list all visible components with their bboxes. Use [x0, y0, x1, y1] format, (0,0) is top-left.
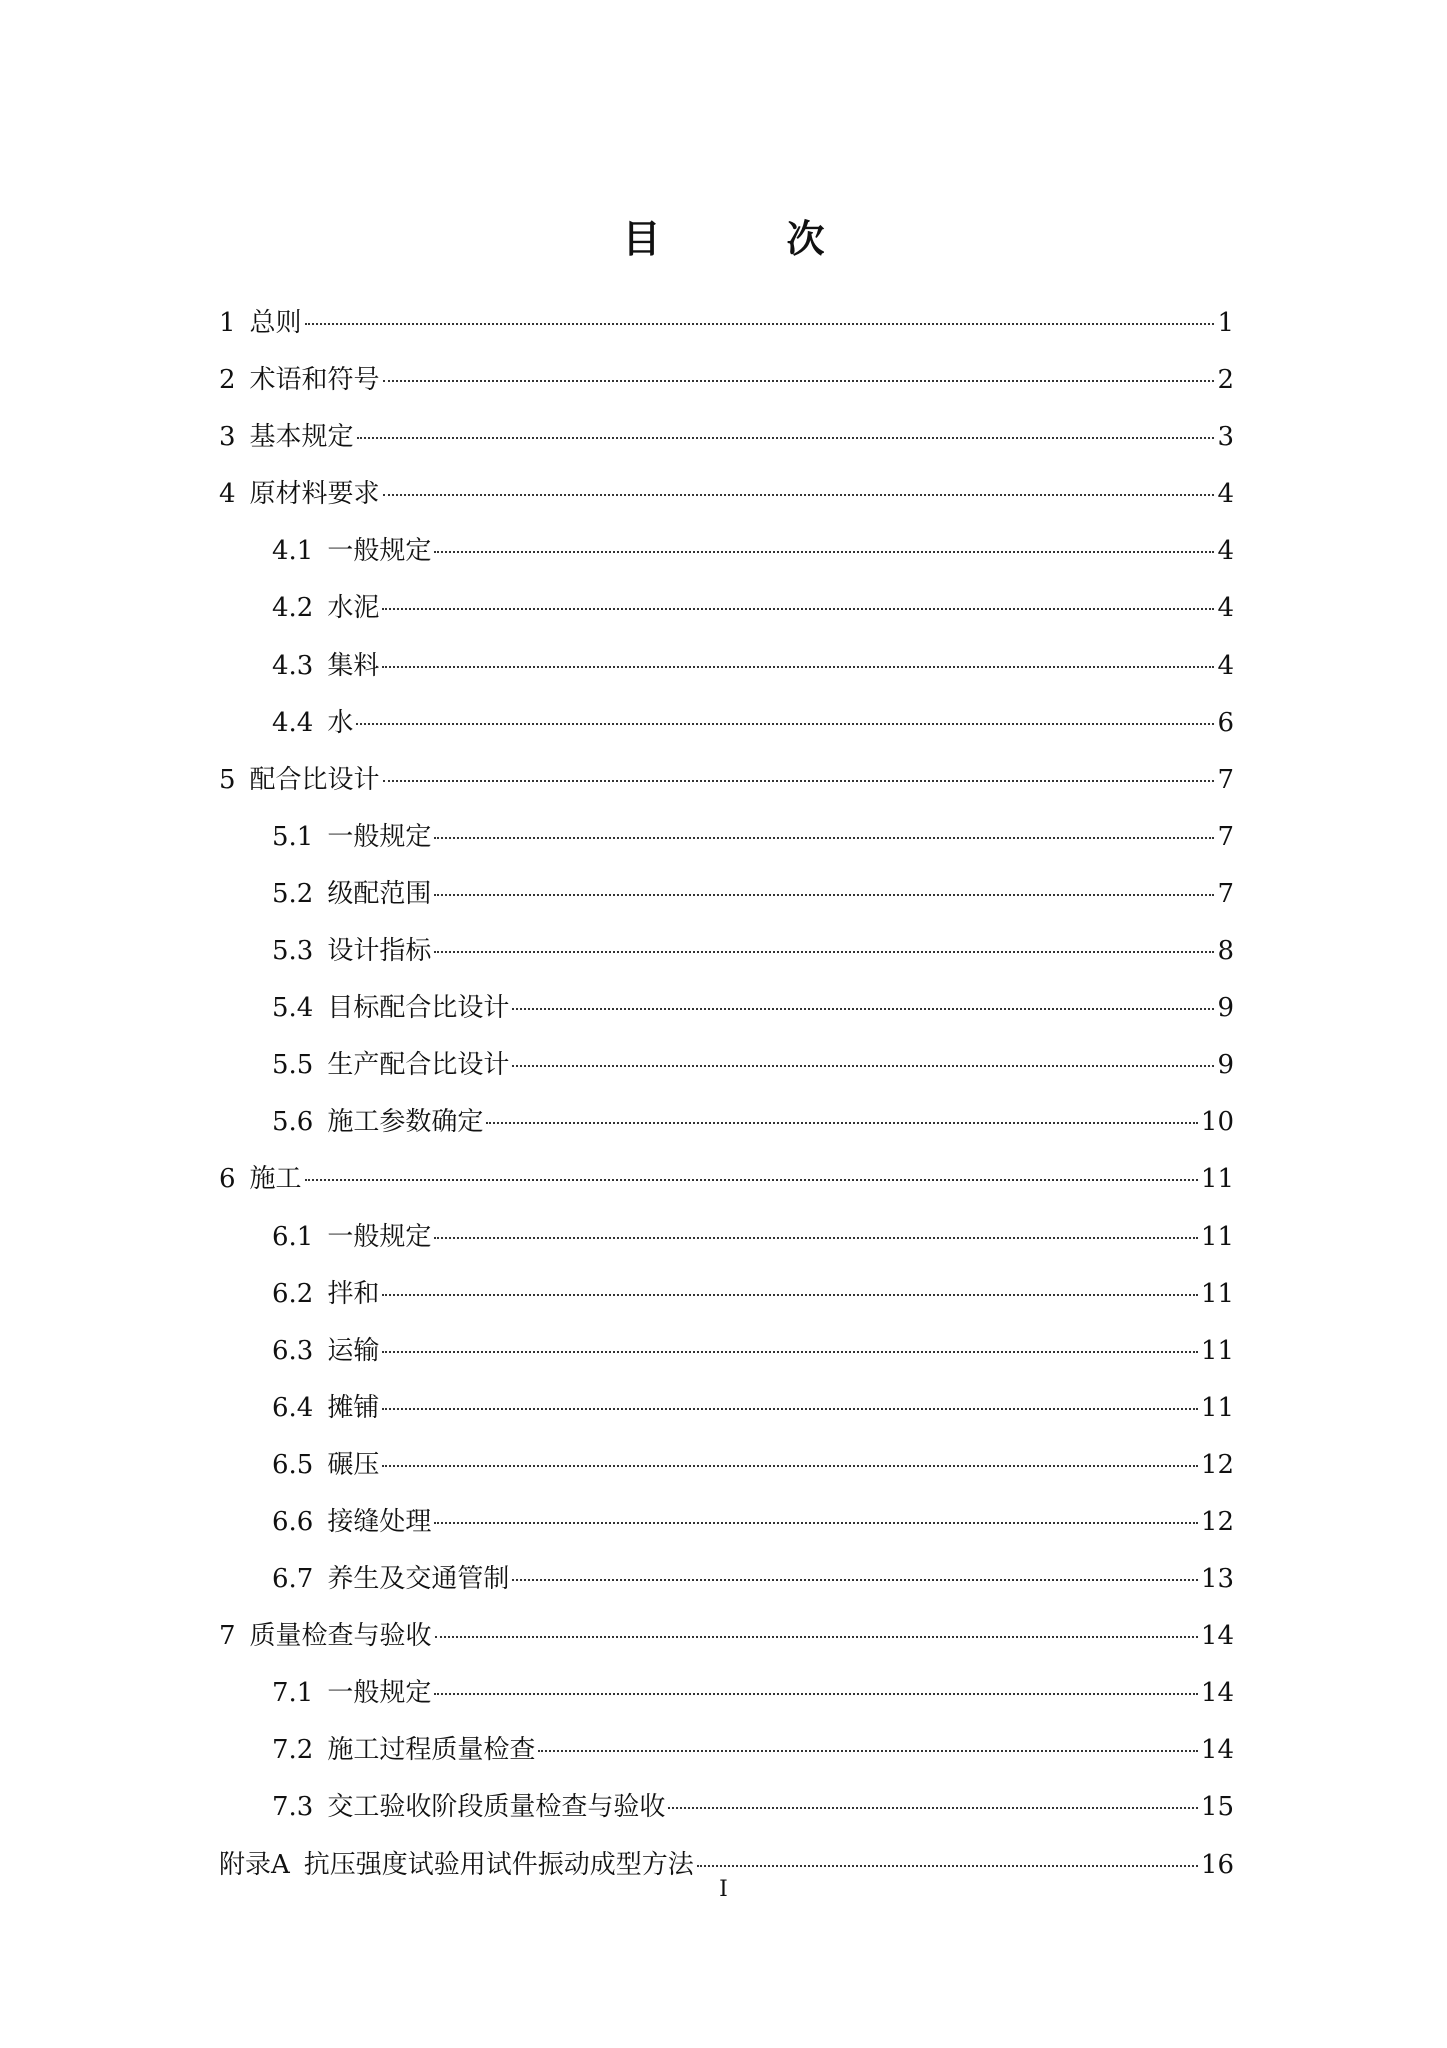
toc-entry-title: 目标配合比设计	[327, 993, 510, 1024]
toc-dot-leader	[383, 780, 1215, 782]
toc-dot-leader	[382, 666, 1214, 668]
table-of-contents	[219, 295, 1234, 1894]
toc-entry-page: 11	[1200, 1164, 1234, 1195]
toc-entry-number: 7.1	[272, 1678, 314, 1709]
toc-entry-page: 11	[1200, 1278, 1234, 1309]
toc-entry-page: 16	[1200, 1849, 1234, 1880]
toc-entry-page: 7	[1217, 878, 1234, 909]
toc-entry-title: 运输	[327, 1335, 380, 1366]
toc-dot-leader	[382, 1465, 1198, 1467]
toc-entry-title: 一般规定	[327, 1221, 432, 1252]
toc-dot-leader	[356, 723, 1214, 725]
toc-dot-leader	[668, 1807, 1198, 1809]
toc-dot-leader	[382, 1351, 1198, 1353]
toc-entry-number: 附录A	[219, 1849, 290, 1880]
toc-entry-title: 施工	[249, 1164, 302, 1195]
toc-entry-number: 7.3	[272, 1792, 314, 1823]
toc-entry-page: 11	[1200, 1221, 1234, 1252]
toc-entry-title: 设计指标	[327, 936, 432, 967]
toc-entry-number: 6	[219, 1164, 236, 1195]
toc-entry-page: 12	[1200, 1449, 1234, 1480]
toc-dot-leader	[382, 1408, 1198, 1410]
toc-entry-page: 13	[1200, 1564, 1234, 1595]
toc-entry-number: 4.1	[272, 536, 314, 567]
toc-entry[interactable]	[219, 1779, 1234, 1836]
toc-dot-leader	[305, 323, 1215, 325]
toc-entry[interactable]	[219, 409, 1234, 466]
toc-entry-title: 水	[327, 707, 354, 738]
toc-entry-number: 5.5	[272, 1050, 314, 1081]
toc-entry[interactable]	[219, 752, 1234, 809]
toc-entry[interactable]	[219, 1551, 1234, 1608]
toc-entry-page: 4	[1217, 479, 1234, 510]
toc-entry-page: 2	[1217, 365, 1234, 396]
toc-entry-number: 6.4	[272, 1392, 314, 1423]
toc-dot-leader	[305, 1179, 1198, 1181]
toc-entry-number: 5.3	[272, 936, 314, 967]
toc-entry-title: 质量检查与验收	[249, 1621, 432, 1652]
toc-entry-number: 7	[219, 1621, 236, 1652]
toc-entry-number: 3	[219, 422, 236, 453]
toc-entry-title: 养生及交通管制	[327, 1564, 510, 1595]
toc-dot-leader	[357, 437, 1215, 439]
toc-entry-title: 术语和符号	[249, 365, 380, 396]
toc-entry-title: 总则	[249, 308, 302, 338]
toc-entry-page: 12	[1200, 1506, 1234, 1537]
toc-entry-page: 7	[1217, 821, 1234, 852]
toc-entry-page: 9	[1217, 1050, 1234, 1081]
toc-entry[interactable]	[219, 1151, 1234, 1208]
toc-dot-leader	[512, 1008, 1214, 1010]
toc-entry-page: 4	[1217, 536, 1234, 567]
toc-entry-title: 交工验收阶段质量检查与验收	[327, 1792, 666, 1823]
toc-dot-leader	[434, 1237, 1198, 1239]
toc-entry-number: 5.1	[272, 821, 314, 852]
toc-entry-number: 6.7	[272, 1564, 314, 1595]
toc-dot-leader	[435, 1636, 1198, 1638]
toc-entry-number: 7.2	[272, 1735, 314, 1766]
toc-entry-number: 6.6	[272, 1506, 314, 1537]
toc-entry-title: 生产配合比设计	[327, 1050, 510, 1081]
toc-entry-title: 施工参数确定	[327, 1107, 484, 1138]
toc-entry[interactable]	[219, 580, 1234, 637]
toc-entry[interactable]	[219, 809, 1234, 866]
toc-entry-title: 碾压	[327, 1449, 380, 1480]
toc-entry-page: 6	[1217, 707, 1234, 738]
toc-entry[interactable]	[219, 523, 1234, 580]
footer-page-number: I	[719, 1877, 728, 1902]
toc-entry-number: 4.4	[272, 707, 314, 738]
toc-entry-page: 1	[1217, 308, 1234, 338]
toc-entry-number: 6.3	[272, 1335, 314, 1366]
toc-entry-title: 拌和	[327, 1278, 380, 1309]
toc-entry[interactable]	[219, 923, 1234, 980]
toc-entry[interactable]	[219, 295, 1234, 352]
toc-entry-title: 原材料要求	[249, 479, 380, 510]
toc-entry-page: 4	[1217, 650, 1234, 681]
toc-entry-page: 14	[1200, 1735, 1234, 1766]
toc-dot-leader	[486, 1122, 1198, 1124]
toc-dot-leader	[434, 894, 1214, 896]
toc-entry-number: 6.1	[272, 1221, 314, 1252]
toc-dot-leader	[434, 837, 1214, 839]
toc-entry-number: 4.3	[272, 650, 314, 681]
toc-entry-page: 14	[1200, 1621, 1234, 1652]
toc-entry-page: 10	[1200, 1107, 1234, 1138]
toc-entry[interactable]	[219, 1209, 1234, 1266]
toc-entry[interactable]	[219, 695, 1234, 752]
toc-entry-number: 5.6	[272, 1107, 314, 1138]
toc-entry-page: 11	[1200, 1392, 1234, 1423]
toc-entry-title: 摊铺	[327, 1392, 380, 1423]
toc-entry-title: 施工过程质量检查	[327, 1735, 536, 1766]
toc-entry-number: 6.5	[272, 1449, 314, 1480]
toc-entry[interactable]	[219, 980, 1234, 1037]
toc-dot-leader	[697, 1865, 1198, 1867]
toc-dot-leader	[512, 1065, 1214, 1067]
toc-entry[interactable]	[219, 638, 1234, 695]
toc-dot-leader	[434, 551, 1214, 553]
toc-dot-leader	[512, 1579, 1198, 1581]
toc-entry-title: 集料	[327, 650, 380, 681]
toc-entry-number: 4.2	[272, 593, 314, 624]
toc-entry-number: 5	[219, 764, 236, 795]
toc-entry[interactable]	[219, 1665, 1234, 1722]
toc-entry-title: 接缝处理	[327, 1506, 432, 1537]
toc-entry[interactable]	[219, 1722, 1234, 1779]
toc-entry[interactable]	[219, 1608, 1234, 1665]
toc-entry-title: 一般规定	[327, 821, 432, 852]
toc-entry-title: 抗压强度试验用试件振动成型方法	[303, 1849, 694, 1880]
toc-entry[interactable]	[219, 1266, 1234, 1323]
toc-entry[interactable]	[219, 1037, 1234, 1094]
page-title: 目 次	[622, 217, 869, 261]
toc-entry[interactable]	[219, 866, 1234, 923]
toc-entry-number: 5.4	[272, 993, 314, 1024]
toc-entry-title: 水泥	[327, 593, 380, 624]
toc-entry-page: 7	[1217, 764, 1234, 795]
toc-entry-title: 一般规定	[327, 536, 432, 567]
toc-entry-page: 9	[1217, 993, 1234, 1024]
toc-dot-leader	[434, 1522, 1198, 1524]
toc-entry-number: 6.2	[272, 1278, 314, 1309]
toc-entry[interactable]	[219, 466, 1234, 523]
toc-dot-leader	[434, 1693, 1198, 1695]
toc-entry-number: 1	[219, 308, 236, 338]
toc-entry-title: 配合比设计	[249, 764, 380, 795]
toc-entry[interactable]	[219, 1380, 1234, 1437]
toc-dot-leader	[383, 380, 1215, 382]
toc-entry[interactable]	[219, 352, 1234, 409]
toc-entry[interactable]	[219, 1094, 1234, 1151]
toc-dot-leader	[538, 1750, 1198, 1752]
toc-dot-leader	[382, 608, 1214, 610]
toc-entry[interactable]	[219, 1323, 1234, 1380]
toc-entry-page: 3	[1217, 422, 1234, 453]
toc-entry-page: 11	[1200, 1335, 1234, 1366]
toc-dot-leader	[382, 1294, 1198, 1296]
toc-entry[interactable]	[219, 1494, 1234, 1551]
toc-entry-page: 15	[1200, 1792, 1234, 1823]
toc-entry-number: 4	[219, 479, 236, 510]
toc-entry-number: 5.2	[272, 878, 314, 909]
toc-entry-title: 基本规定	[249, 422, 354, 453]
toc-entry-title: 一般规定	[327, 1678, 432, 1709]
toc-entry[interactable]	[219, 1437, 1234, 1494]
toc-entry-title: 级配范围	[327, 878, 432, 909]
toc-dot-leader	[383, 494, 1215, 496]
toc-entry-page: 8	[1217, 936, 1234, 967]
toc-entry-page: 4	[1217, 593, 1234, 624]
toc-entry-page: 14	[1200, 1678, 1234, 1709]
toc-dot-leader	[434, 951, 1214, 953]
toc-entry-number: 2	[219, 365, 236, 396]
